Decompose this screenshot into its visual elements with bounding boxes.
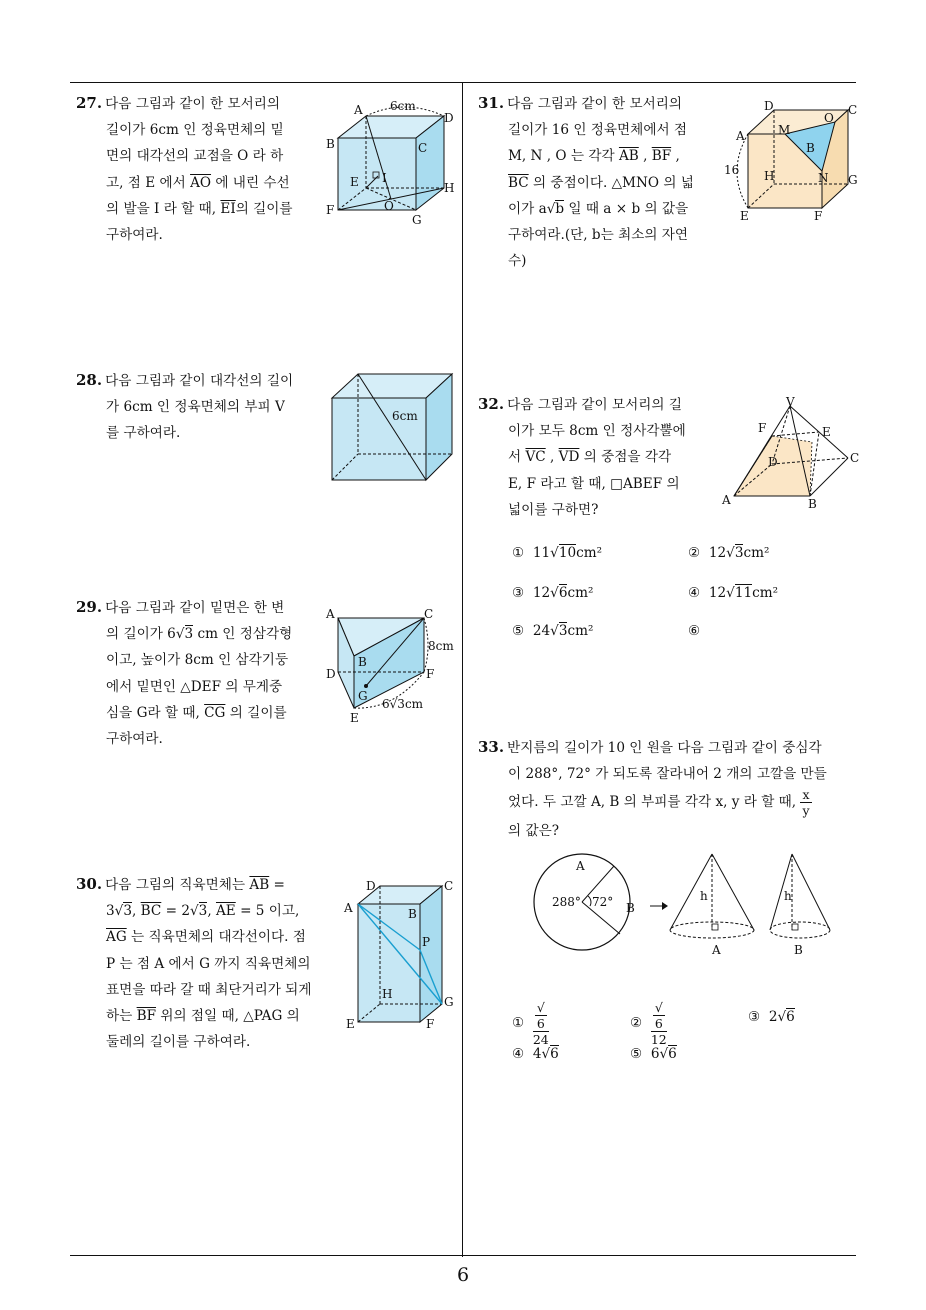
- svg-text:A: A: [736, 129, 745, 143]
- svg-text:A: A: [354, 103, 363, 117]
- q33-angle-288: 288°: [552, 895, 581, 909]
- question-29: 29. 다음 그림과 같이 밑면은 한 변 의 길이가 6√3 cm 인 정삼각형 이고, 높이가 8cm 인 삼각기둥 에서 밑면인 △DEF 의 무게중 심을 G라 할 때, $\overline{CG}$ 의 길이를 구하여라.: [76, 598, 293, 748]
- svg-text:F: F: [758, 421, 767, 435]
- svg-text:H: H: [382, 987, 393, 1001]
- question-number: 29.: [76, 598, 103, 616]
- svg-text:E: E: [346, 1017, 355, 1031]
- q32-choice-4[interactable]: ④ 12√11cm²: [688, 585, 779, 601]
- question-33: 33. 반지름의 길이가 10 인 원을 다음 그림과 같이 중심각 이 288°, 72° 가 되도록 잘라내어 2 개의 고깔을 만들 었다. 두 고깔 A, B 의 부피를 각각 x, y 라 할 때, $\frac{x}{y}$ 의 값은?: [478, 738, 827, 840]
- svg-text:D: D: [444, 111, 454, 125]
- svg-text:G: G: [412, 213, 422, 227]
- svg-text:H: H: [444, 181, 455, 195]
- svg-text:G: G: [848, 173, 858, 187]
- svg-text:A: A: [344, 901, 353, 915]
- q32-choice-6[interactable]: ⑥: [688, 623, 701, 639]
- q33-angle-72: 72°: [592, 895, 614, 909]
- page-number: 6: [456, 1264, 470, 1286]
- q33-circle-cone-figure: [530, 850, 850, 962]
- q31-cube-figure: [724, 96, 864, 226]
- question-number: 30.: [76, 875, 103, 893]
- q33-choice-3[interactable]: ③ 2√6: [748, 1009, 795, 1025]
- q32-choice-5[interactable]: ⑤ 24√3cm²: [512, 623, 594, 639]
- svg-text:F: F: [426, 1017, 435, 1031]
- svg-text:h: h: [784, 889, 792, 903]
- svg-text:C: C: [444, 879, 454, 893]
- svg-text:C: C: [424, 607, 434, 621]
- q33-choice-2[interactable]: ② √ 6 12: [630, 1000, 667, 1047]
- svg-text:E: E: [350, 175, 359, 189]
- svg-text:F: F: [426, 667, 435, 681]
- svg-text:O: O: [384, 199, 394, 213]
- svg-text:C: C: [850, 451, 860, 465]
- question-number: 27.: [76, 94, 103, 112]
- svg-text:E: E: [350, 711, 359, 725]
- question-31: 31. 다음 그림과 같이 한 모서리의 길이가 16 인 정육면체에서 점 M, N , O 는 각각 $\overline{AB}$ , $\overline{BF}$ , $\overline{BC}$ 의 중점이다. △MNO 의 넓 이가 a√b 일 때 a × b 의 값을 구하여라.(단, b는 최소의 자연 수): [478, 94, 694, 270]
- svg-text:A: A: [722, 493, 731, 507]
- question-28: 28. 다음 그림과 같이 대각선의 길이 가 6cm 인 정육면체의 부피 V 를 구하여라.: [76, 371, 294, 442]
- q27-cube-figure: [326, 96, 460, 228]
- segment-cg: $\overline{CG}$: [204, 704, 226, 721]
- q28-cube-figure: [328, 372, 458, 484]
- svg-text:D: D: [764, 99, 774, 113]
- svg-text:N: N: [818, 171, 829, 185]
- question-number: 28.: [76, 371, 103, 389]
- svg-text:A: A: [326, 607, 335, 621]
- svg-text:E: E: [740, 209, 749, 223]
- q32-choice-2[interactable]: ② 12√3cm²: [688, 545, 770, 561]
- svg-text:h: h: [700, 889, 708, 903]
- q32-pyramid-figure: [720, 396, 860, 514]
- q31-label-side: 16: [724, 163, 740, 177]
- question-number: 33.: [478, 738, 505, 756]
- svg-text:B: B: [806, 141, 815, 155]
- top-rule: [70, 82, 856, 83]
- svg-text:A: A: [712, 943, 721, 957]
- fraction-x-over-y: $\frac{x}{y}$: [802, 787, 810, 819]
- question-number: 32.: [478, 395, 505, 413]
- q33-choice-4[interactable]: ④ 4√6: [512, 1046, 559, 1062]
- svg-text:F: F: [814, 209, 823, 223]
- q30-box-figure: [342, 876, 458, 1036]
- svg-text:B: B: [326, 137, 335, 151]
- svg-text:G: G: [444, 995, 454, 1009]
- q29-label-height: 8cm: [428, 639, 454, 653]
- question-number: 31.: [478, 94, 505, 112]
- svg-text:B: B: [794, 943, 803, 957]
- svg-text:V: V: [786, 396, 795, 409]
- q29-label-side: 6√3cm: [382, 697, 424, 711]
- svg-text:D: D: [366, 879, 376, 893]
- svg-text:B: B: [408, 907, 417, 921]
- svg-text:D: D: [768, 455, 778, 469]
- column-divider: [462, 82, 463, 1257]
- svg-text:B: B: [808, 497, 817, 511]
- q33-choice-1[interactable]: ① √ 6 24: [512, 1000, 549, 1047]
- svg-text:E: E: [822, 425, 831, 439]
- svg-text:G: G: [358, 689, 368, 703]
- bottom-rule: [70, 1255, 856, 1256]
- question-27: 27. 다음 그림과 같이 한 모서리의 길이가 6cm 인 정육면체의 밑 면의 대각선의 교점을 O 라 하 고, 점 E 에서 $\overline{AO}$ 에 내린 수선 의 발을 I 라 할 때, $\overline{EI}$의 길이를 구하여라.: [76, 94, 293, 244]
- svg-text:B: B: [358, 655, 367, 669]
- svg-text:M: M: [778, 123, 791, 137]
- q32-choice-3[interactable]: ③ 12√6cm²: [512, 585, 594, 601]
- svg-text:A: A: [576, 859, 585, 873]
- segment-ao: $\overline{AO}$: [190, 174, 212, 191]
- q29-prism-figure: [324, 604, 458, 726]
- q32-choice-1[interactable]: ① 11√10cm²: [512, 545, 603, 561]
- q27-label-side: 6cm: [390, 99, 416, 113]
- svg-text:C: C: [848, 103, 858, 117]
- svg-text:H: H: [764, 169, 775, 183]
- svg-text:I: I: [382, 171, 387, 185]
- svg-text:D: D: [326, 667, 336, 681]
- question-32: 32. 다음 그림과 같이 모서리의 길 이가 모두 8cm 인 정사각뿔에 서 $\overline{VC}$ , $\overline{VD}$ 의 중점을 각각 E, F 라고 할 때, □ABEF 의 넓이를 구하면?: [478, 395, 686, 518]
- svg-text:P: P: [422, 935, 431, 949]
- question-30: 30. 다음 그림의 직육면체는 $\overline{AB}$ = 3√3, $\overline{BC} = 2√3$, $\overline{AE} = 5$ 이고, $\overline{AG}$ 는 직육면체의 대각선이다. 점 P 는 점 A 에서 G 까지 직육면체의 표면을 따라 갈 때 최단거리가 되게 하는 $\overline{BF}$ 위의 점일 때, △PAG 의 둘레의 길이를 구하여라.: [76, 875, 312, 1051]
- svg-text:C: C: [418, 141, 428, 155]
- svg-text:B: B: [626, 901, 635, 915]
- q28-label-diagonal: 6cm: [392, 409, 418, 423]
- segment-ei: $\overline{EI}$: [220, 200, 236, 217]
- svg-text:F: F: [326, 203, 335, 217]
- svg-text:O: O: [824, 111, 834, 125]
- q33-choice-5[interactable]: ⑤ 6√6: [630, 1046, 677, 1062]
